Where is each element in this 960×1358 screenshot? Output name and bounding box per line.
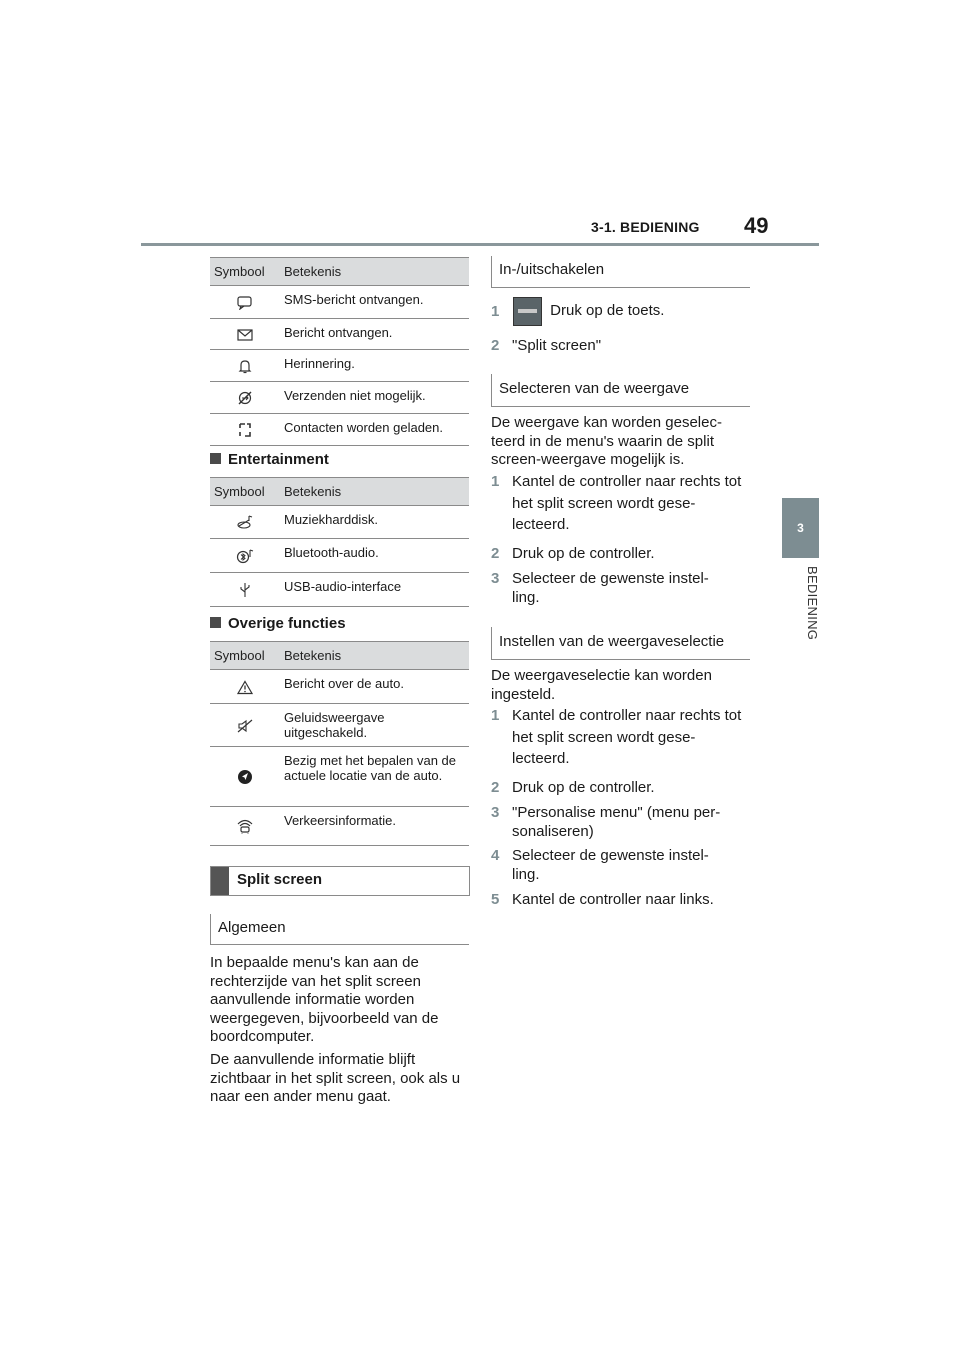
entertainment-symbol-table (210, 477, 469, 607)
header-divider (141, 243, 819, 246)
step-number: 3 (491, 804, 500, 821)
set-selection-step (491, 802, 746, 842)
table-row (210, 506, 469, 539)
envelope-icon (237, 329, 253, 341)
step-text: Druk op de toets. (550, 302, 665, 320)
send-blocked-icon (237, 390, 253, 406)
row-text: Bericht over de auto. (280, 670, 469, 704)
select-view-heading-box (491, 374, 750, 407)
warning-triangle-icon (237, 680, 253, 695)
step-number: 4 (491, 847, 500, 864)
speaker-muted-icon (237, 719, 253, 733)
onoff-heading: In-/uitschakelen (499, 261, 605, 278)
table-row (210, 670, 469, 704)
entertainment-heading-text: Entertainment (228, 451, 329, 468)
col-symbol: Symbool (210, 642, 280, 670)
split-screen-section-header (210, 866, 470, 896)
entertainment-heading (210, 451, 329, 468)
split-screen-button-icon (513, 297, 542, 326)
step-number: 2 (491, 779, 500, 796)
step-text: Druk op de controller. (512, 779, 655, 796)
table-row (210, 573, 469, 607)
step-text: "Split screen" (512, 337, 602, 354)
table-row (210, 286, 469, 319)
other-functions-heading-text: Overige functies (228, 615, 346, 632)
col-symbol: Symbool (210, 258, 280, 286)
col-symbol: Symbool (210, 478, 280, 506)
step-text: Kantel de controller naar rechts tot het split screen wordt gese- lecteerd. (512, 707, 742, 767)
step-number: 1 (491, 303, 500, 320)
split-screen-title: Split screen (237, 871, 323, 888)
step-text: Selecteer de gewenste instel- ling. (512, 570, 709, 606)
step-number: 2 (491, 337, 500, 354)
chapter-number: 3 (797, 521, 804, 535)
set-selection-heading: Instellen van de weergaveselectie (499, 633, 725, 650)
row-text: Bluetooth-audio. (280, 539, 469, 573)
bullet-square-icon (210, 453, 221, 464)
chapter-tab (782, 498, 819, 558)
step-number: 5 (491, 891, 500, 908)
row-text: USB-audio-interface (280, 573, 469, 607)
location-compass-icon (237, 769, 253, 785)
step-number: 3 (491, 570, 500, 587)
other-symbol-table (210, 641, 469, 846)
col-meaning: Betekenis (280, 258, 469, 286)
select-view-step (491, 568, 746, 608)
bluetooth-audio-icon (236, 548, 254, 564)
set-selection-heading-box (491, 627, 750, 660)
music-harddisk-icon (237, 514, 253, 530)
bullet-square-icon (210, 617, 221, 628)
row-text: Bericht ontvangen. (280, 319, 469, 350)
row-text: Herinnering. (280, 350, 469, 382)
select-view-step (491, 543, 746, 565)
table-row (210, 539, 469, 573)
set-selection-step (491, 777, 746, 799)
table-row (210, 350, 469, 382)
row-text: Bezig met het bepalen van de actuele locatie van de auto. (280, 747, 469, 807)
row-text: Muziekharddisk. (280, 506, 469, 539)
step-text: Druk op de controller. (512, 545, 655, 562)
page-number: 49 (744, 213, 769, 238)
general-heading-box (210, 914, 469, 945)
set-selection-step (491, 889, 746, 911)
traffic-info-icon (236, 818, 254, 834)
select-view-step (491, 471, 746, 537)
step-text: Kantel de controller naar links. (512, 891, 714, 908)
row-text: Verzenden niet mogelijk. (280, 382, 469, 414)
table-row (210, 414, 469, 446)
step-number: 1 (491, 707, 500, 724)
messages-symbol-table (210, 257, 469, 446)
section-bar (211, 867, 229, 895)
onoff-step (491, 301, 751, 326)
step-text: Kantel de controller naar rechts tot het split screen wordt gese- lecteerd. (512, 473, 742, 533)
table-row (210, 319, 469, 350)
sms-icon (237, 296, 253, 310)
onoff-step (491, 335, 751, 357)
select-view-intro: De weergave kan worden geselec- teerd in de menu's waarin de split screen-weergave mogelijk is. (491, 414, 722, 468)
col-meaning: Betekenis (280, 642, 469, 670)
table-row (210, 807, 469, 846)
row-text: Verkeersinformatie. (280, 807, 469, 846)
step-text: Selecteer de gewenste instel- ling. (512, 847, 709, 883)
step-number: 1 (491, 473, 500, 490)
general-heading: Algemeen (218, 919, 286, 936)
step-text: "Personalise menu" (menu per- sonaliseren) (512, 804, 721, 840)
set-selection-step (491, 845, 746, 885)
table-row (210, 382, 469, 414)
row-text: Contacten worden geladen. (280, 414, 469, 446)
general-paragraph-1: In bepaalde menu's kan aan de rechterzijde van het split screen aanvullende informatie worden weergegeven, bijvoorbeeld van de boordcomputer. (210, 954, 439, 1045)
onoff-heading-box (491, 256, 750, 288)
other-functions-heading (210, 615, 346, 632)
general-paragraph-2: De aanvullende informatie blijft zichtbaar in het split screen, ook als u naar een ander menu gaat. (210, 1051, 461, 1105)
row-text: SMS-bericht ontvangen. (280, 286, 469, 319)
section-header: 3-1. BEDIENING (591, 219, 700, 235)
bell-icon (238, 359, 252, 374)
step-number: 2 (491, 545, 500, 562)
table-row (210, 747, 469, 807)
row-text: Geluidsweergave uitgeschakeld. (280, 704, 469, 747)
chapter-label: BEDIENING (805, 566, 820, 641)
set-selection-step (491, 705, 746, 771)
usb-icon (239, 582, 251, 598)
set-selection-intro: De weergaveselectie kan worden ingesteld. (491, 667, 712, 703)
col-meaning: Betekenis (280, 478, 469, 506)
table-row (210, 704, 469, 747)
contacts-loading-icon (237, 422, 253, 438)
select-view-heading: Selecteren van de weergave (499, 380, 690, 397)
